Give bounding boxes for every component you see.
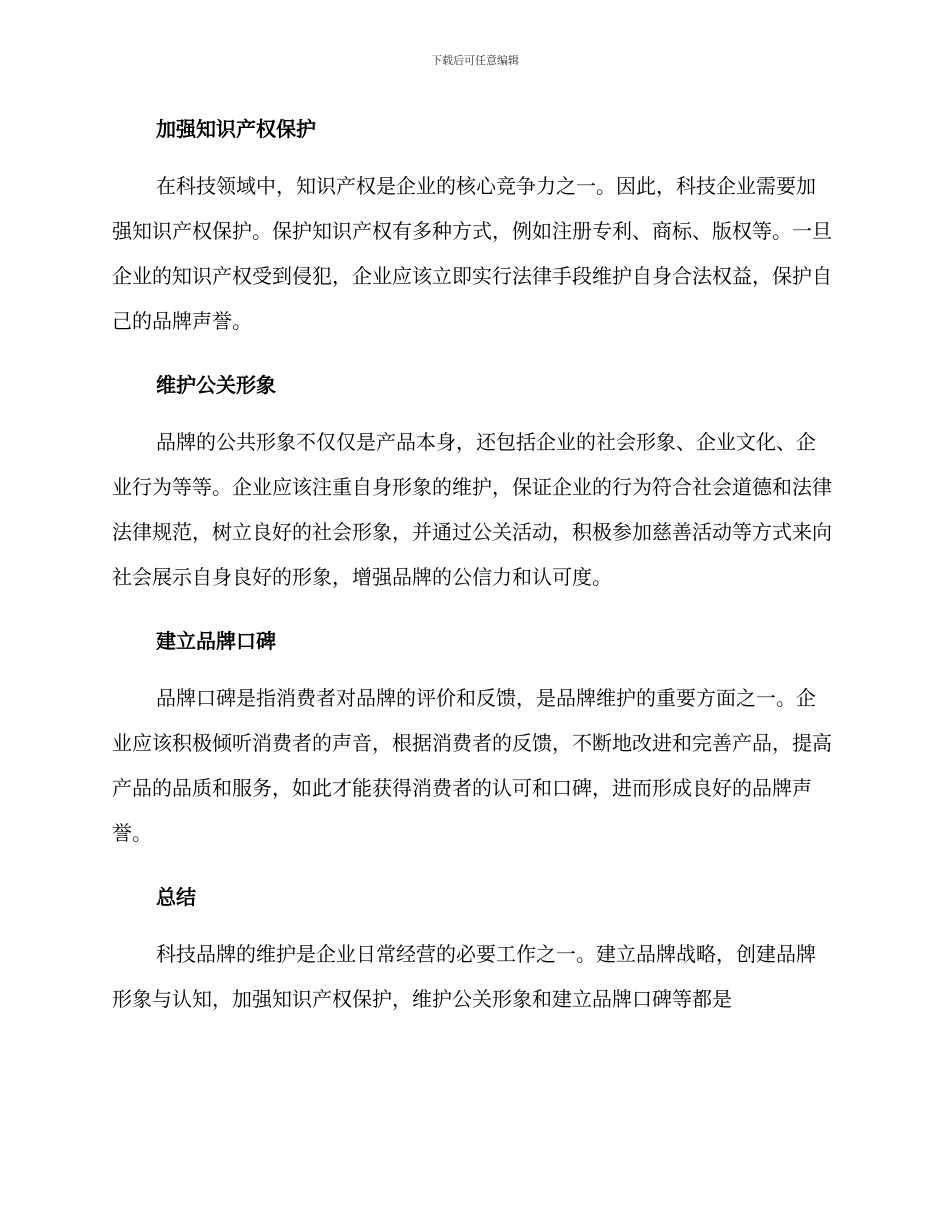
section-heading: 建立品牌口碑 [156, 629, 276, 653]
paragraph-text: 品牌的公共形象不仅仅是产品本身，还包括企业的社会形象、企业文 [156, 430, 756, 454]
paragraph-text: 在科技领域中，知识产权是企业的核心竞争力之一。因此，科技企业需 [156, 174, 776, 198]
paragraph-text: 一。企业应该积极倾听消费者的声音，根据消费者的反馈，不断地改进和完 [112, 686, 816, 755]
section-word-of-mouth [112, 624, 832, 856]
section-heading: 总结 [156, 885, 196, 909]
paragraph-text: 品牌口碑是指消费者对品牌的评价和反馈，是品牌维护的重要方面之 [156, 686, 756, 710]
paragraph-text: 科技品牌的维护是企业日常经营的必要工作之一。建立品牌战略，创建 [156, 942, 776, 966]
section-heading: 维护公关形象 [156, 373, 276, 397]
paragraph-text: 要加强知识产权保护。保护知识产权有多种方式，例如注册专利、商标、版 [112, 174, 816, 243]
section-paragraph [112, 164, 832, 344]
paragraph-text: 权等。一旦企业的知识产权受到侵犯，企业应该立即实行法律手段维护自身 [112, 219, 832, 288]
paragraph-text: 慈善活动等方式来向社会展示自身良好的形象，增强品牌的公信力和认可 [112, 520, 832, 589]
paragraph-text: 形成良好的品牌声誉。 [112, 776, 812, 845]
paragraph-text: 度。 [572, 565, 612, 589]
section-paragraph [112, 676, 832, 856]
paragraph-text: 化、企业行为等等。企业应该注重自身形象的维护，保证企业的行为符合社 [112, 430, 816, 499]
paragraph-text: 合法权益，保护自己的品牌声誉。 [112, 264, 832, 333]
section-heading: 加强知识产权保护 [156, 117, 316, 141]
section-paragraph [112, 420, 832, 600]
document-body [112, 112, 832, 1022]
paragraph-text: 善产品，提高产品的品质和服务，如此才能获得消费者的认可和口碑，进而 [112, 731, 832, 800]
paragraph-text: 品牌形象与认知，加强知识产权保护，维护公关形象和建立品牌口碑等都是 [112, 942, 816, 1011]
section-summary [112, 880, 832, 1022]
page-header: 下载后可任意编辑 [431, 54, 519, 67]
section-public-image [112, 368, 832, 600]
section-paragraph [112, 932, 832, 1022]
paragraph-text: 会道德和法律法律规范，树立良好的社会形象，并通过公关活动，积极参加 [112, 475, 832, 544]
section-ip-protection [112, 112, 832, 344]
